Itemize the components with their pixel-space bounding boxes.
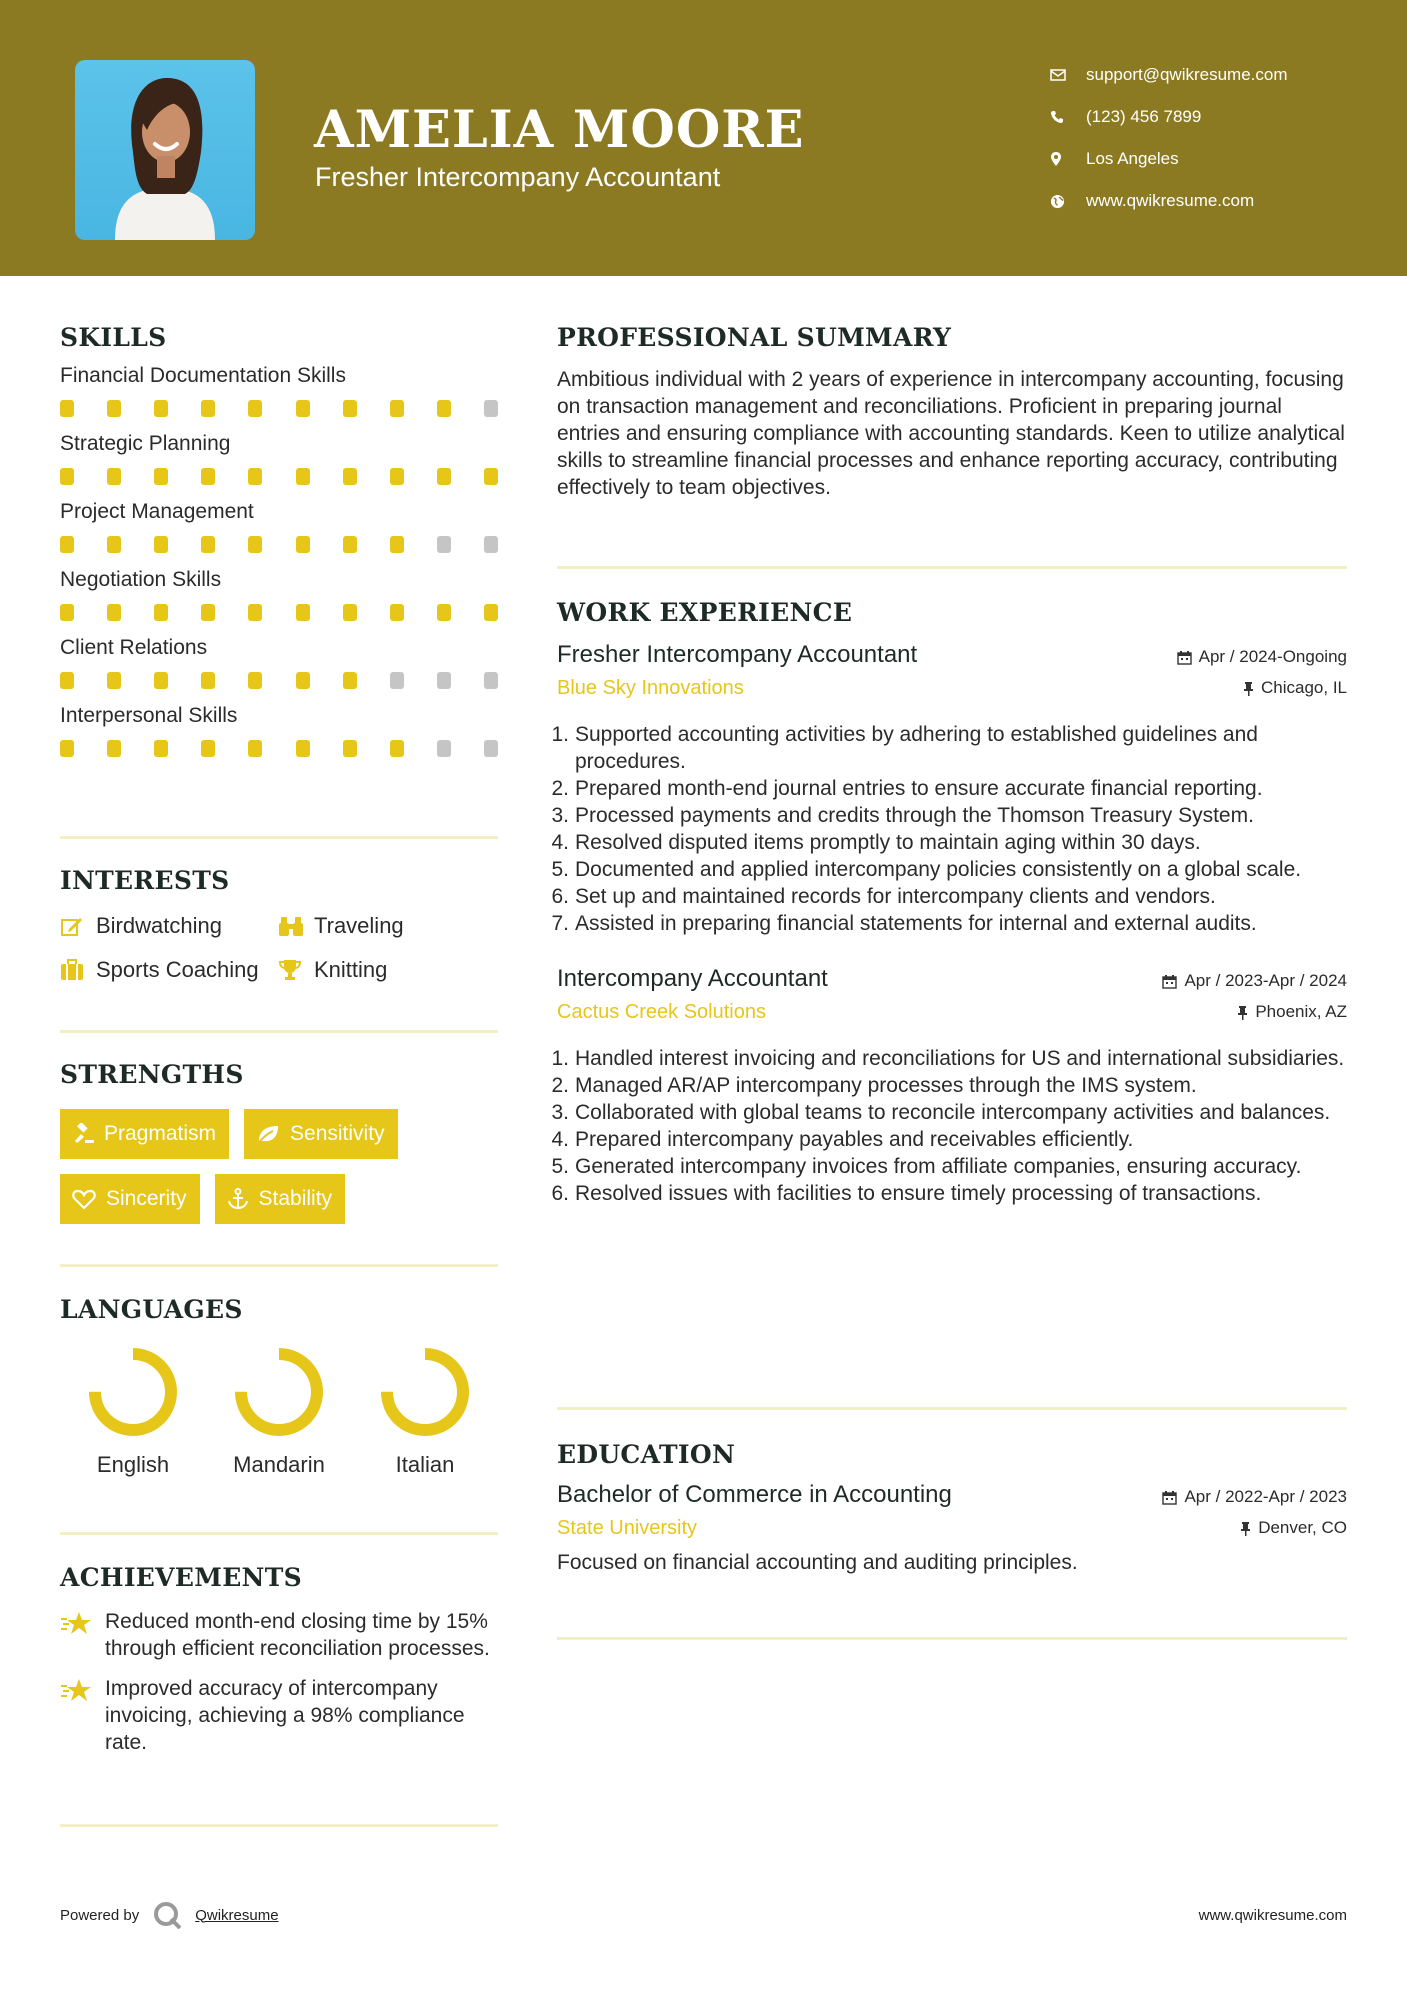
candidate-role: Fresher Intercompany Accountant xyxy=(315,162,721,192)
skill-dot-filled xyxy=(248,672,262,689)
job-bullet xyxy=(551,1099,1347,1126)
skill-dot-filled xyxy=(154,672,168,689)
skill-dot-filled xyxy=(437,468,451,485)
job-title: Fresher Intercompany Accountant xyxy=(557,641,918,668)
skill-dot-filled xyxy=(107,604,121,621)
language-level-ring xyxy=(379,1346,471,1438)
star-icon xyxy=(60,1675,105,1756)
skill-name: Client Relations xyxy=(60,636,208,659)
job-bullet xyxy=(551,1045,1347,1072)
bullet-number: 4. xyxy=(551,831,569,854)
strength-label: Sincerity xyxy=(106,1187,187,1210)
anchor-icon xyxy=(227,1188,249,1210)
education-degree: Bachelor of Commerce in Accounting xyxy=(557,1481,952,1508)
bullet-number: 1. xyxy=(551,723,569,746)
skill-name: Financial Documentation Skills xyxy=(60,364,346,387)
powered-by-label: Powered by xyxy=(60,1906,140,1924)
language-name: Mandarin xyxy=(233,1452,325,1477)
divider xyxy=(557,1407,1347,1410)
job-date-text: Apr / 2023-Apr / 2024 xyxy=(1184,971,1347,990)
job-bullet xyxy=(551,910,1347,937)
bullet-text: Prepared intercompany payables and receivables efficiently. xyxy=(575,1128,1134,1151)
contact-website-text: www.qwikresume.com xyxy=(1086,191,1255,210)
education-description: Focused on financial accounting and auditing principles. xyxy=(557,1551,1078,1574)
skill-dot-empty xyxy=(484,672,498,689)
skill-dot-empty xyxy=(484,400,498,417)
map-pin-icon xyxy=(1050,151,1086,167)
skill-dot-filled xyxy=(248,468,262,485)
qwikresume-link[interactable]: Qwikresume xyxy=(195,1906,279,1924)
skill-dot-filled xyxy=(60,400,74,417)
skill-dot-filled xyxy=(201,740,215,757)
experience-heading: WORK EXPERIENCE xyxy=(557,598,853,627)
languages-section xyxy=(60,1295,498,1478)
envelope-icon xyxy=(1050,68,1086,82)
job-bullet xyxy=(551,721,1347,775)
strength-tag xyxy=(215,1174,346,1224)
briefcase-icon xyxy=(60,959,96,981)
footer xyxy=(60,1895,1347,1935)
strength-label: Sensitivity xyxy=(290,1122,385,1145)
bullet-number: 6. xyxy=(551,885,569,908)
skills-list xyxy=(60,364,498,757)
strengths-list xyxy=(60,1109,498,1224)
education-header xyxy=(557,1481,1347,1547)
skill-dot-filled xyxy=(60,672,74,689)
language-level-ring xyxy=(87,1346,179,1438)
language-name: English xyxy=(96,1452,170,1477)
contact-email-text: support@qwikresume.com xyxy=(1086,65,1288,84)
job-date-text: Apr / 2024-Ongoing xyxy=(1198,647,1347,666)
skill-dot-filled xyxy=(154,536,168,553)
edit-icon xyxy=(60,915,96,937)
skill-dot-filled xyxy=(201,672,215,689)
divider xyxy=(60,836,498,839)
job-bullet xyxy=(551,1126,1347,1153)
education-school: State University xyxy=(557,1517,698,1539)
skill-dot-empty xyxy=(484,740,498,757)
language-level-ring xyxy=(233,1346,325,1438)
gavel-icon xyxy=(72,1123,94,1145)
skill-item xyxy=(60,704,498,757)
resume-header xyxy=(0,0,1407,276)
skill-dot-filled xyxy=(343,536,357,553)
binoculars-icon xyxy=(278,915,314,937)
skill-level-dots xyxy=(60,672,498,689)
bullet-text: Resolved disputed items promptly to maintain aging within 30 days. xyxy=(575,831,1201,854)
skill-dot-filled xyxy=(154,468,168,485)
skill-dot-filled xyxy=(296,468,310,485)
divider xyxy=(557,566,1347,569)
job-bullet xyxy=(551,1072,1347,1099)
languages-heading: LANGUAGES xyxy=(60,1295,243,1324)
bullet-text: Handled interest invoicing and reconciliations for US and international subsidiaries. xyxy=(575,1047,1345,1070)
skill-dot-filled xyxy=(296,740,310,757)
job-company: Blue Sky Innovations xyxy=(557,677,744,699)
skill-level-dots xyxy=(60,740,498,757)
contact-website[interactable] xyxy=(1050,180,1288,222)
language-item xyxy=(352,1346,498,1478)
skill-dot-filled xyxy=(437,400,451,417)
skill-dot-empty xyxy=(437,536,451,553)
skill-dot-filled xyxy=(201,468,215,485)
contact-location xyxy=(1050,138,1288,180)
skill-dot-filled xyxy=(390,536,404,553)
skill-dot-filled xyxy=(437,604,451,621)
job-bullet xyxy=(551,856,1347,883)
skill-name: Strategic Planning xyxy=(60,432,231,455)
job-bullet xyxy=(551,775,1347,802)
job-entry xyxy=(551,965,1347,1207)
contact-location-text: Los Angeles xyxy=(1086,149,1179,168)
skill-dot-filled xyxy=(248,400,262,417)
bullet-number: 3. xyxy=(551,1101,569,1124)
pushpin-icon xyxy=(1243,681,1254,696)
job-entry xyxy=(551,641,1347,937)
job-location-text: Chicago, IL xyxy=(1261,678,1347,697)
skill-dot-filled xyxy=(201,604,215,621)
skill-dot-filled xyxy=(484,604,498,621)
bullet-text: Generated intercompany invoices from affiliate companies, ensuring accuracy. xyxy=(575,1155,1302,1178)
achievements-section xyxy=(60,1563,498,1756)
interest-label: Traveling xyxy=(314,913,404,938)
skill-dot-filled xyxy=(60,604,74,621)
skill-item xyxy=(60,364,498,417)
interest-item xyxy=(278,913,478,939)
skill-level-dots xyxy=(60,468,498,485)
skill-level-dots xyxy=(60,400,498,417)
skill-level-dots xyxy=(60,604,498,621)
skill-dot-filled xyxy=(60,740,74,757)
skill-dot-filled xyxy=(390,400,404,417)
job-title: Intercompany Accountant xyxy=(557,965,828,992)
bullet-number: 1. xyxy=(551,1047,569,1070)
bullet-text: Documented and applied intercompany policies consistently on a global scale. xyxy=(575,858,1302,881)
education-heading: EDUCATION xyxy=(557,1440,736,1469)
pushpin-icon xyxy=(1240,1521,1251,1536)
heart-icon xyxy=(72,1188,96,1210)
summary-heading: PROFESSIONAL SUMMARY xyxy=(557,323,952,352)
interest-item xyxy=(60,913,278,939)
skill-dot-filled xyxy=(343,604,357,621)
bullet-text: Collaborated with global teams to reconcile intercompany activities and balances. xyxy=(575,1101,1331,1124)
skill-dot-filled xyxy=(60,468,74,485)
skill-dot-filled xyxy=(201,536,215,553)
interest-label: Sports Coaching xyxy=(96,957,259,982)
achievement-text: Reduced month-end closing time by 15% through efficient reconciliation processes. xyxy=(105,1610,490,1660)
achievement-item xyxy=(60,1675,498,1756)
skills-heading: SKILLS xyxy=(60,323,167,352)
interest-item xyxy=(60,957,278,983)
interests-list xyxy=(60,913,498,983)
job-bullet xyxy=(551,1180,1347,1207)
skill-dot-filled xyxy=(154,400,168,417)
calendar-icon xyxy=(1162,1490,1177,1505)
phone-icon xyxy=(1050,110,1086,124)
strength-tag xyxy=(60,1109,229,1159)
language-item xyxy=(206,1346,352,1478)
profile-photo xyxy=(75,60,255,240)
skill-dot-filled xyxy=(107,740,121,757)
skill-dot-filled xyxy=(107,468,121,485)
skill-name: Project Management xyxy=(60,500,254,523)
strength-label: Pragmatism xyxy=(104,1122,217,1145)
skill-dot-filled xyxy=(296,400,310,417)
bullet-number: 7. xyxy=(551,912,569,935)
education-section xyxy=(557,1440,1347,1576)
contact-email[interactable] xyxy=(1050,54,1288,96)
language-level-arc xyxy=(387,1354,463,1430)
bullet-text: Prepared month-end journal entries to ensure accurate financial reporting. xyxy=(575,777,1263,800)
skill-dot-filled xyxy=(107,672,121,689)
bullet-number: 3. xyxy=(551,804,569,827)
skill-dot-empty xyxy=(484,536,498,553)
skill-dot-filled xyxy=(248,740,262,757)
job-date xyxy=(1177,647,1347,667)
skill-item xyxy=(60,636,498,689)
bullet-text: Processed payments and credits through the Thomson Treasury System. xyxy=(575,804,1254,827)
pushpin-icon xyxy=(1237,1005,1248,1020)
skill-dot-filled xyxy=(296,672,310,689)
footer-url[interactable]: www.qwikresume.com xyxy=(1198,1906,1347,1924)
candidate-name: AMELIA MOORE xyxy=(314,100,805,160)
job-bullet xyxy=(551,883,1347,910)
job-bullet xyxy=(551,802,1347,829)
education-date xyxy=(1162,1487,1347,1507)
skill-dot-filled xyxy=(248,604,262,621)
job-bullet xyxy=(551,829,1347,856)
skill-dot-filled xyxy=(60,536,74,553)
job-company: Cactus Creek Solutions xyxy=(557,1001,766,1023)
job-bullet xyxy=(551,1153,1347,1180)
skill-dot-filled xyxy=(154,604,168,621)
skill-dot-filled xyxy=(107,400,121,417)
bullet-number: 6. xyxy=(551,1182,569,1205)
divider xyxy=(60,1532,498,1535)
summary-section xyxy=(557,323,1347,501)
experience-section xyxy=(551,598,1347,1207)
skill-name: Interpersonal Skills xyxy=(60,704,238,727)
bullet-text: Resolved issues with facilities to ensure timely processing of transactions. xyxy=(575,1182,1262,1205)
achievement-item xyxy=(60,1608,498,1662)
bullet-text: Supported accounting activities by adhering to established guidelines and procedures. xyxy=(575,723,1258,773)
education-date-text: Apr / 2022-Apr / 2023 xyxy=(1184,1487,1347,1506)
language-item xyxy=(60,1346,206,1478)
leaf-icon xyxy=(256,1123,280,1145)
skill-dot-filled xyxy=(343,468,357,485)
bullet-number: 5. xyxy=(551,858,569,881)
languages-list xyxy=(60,1346,498,1478)
job-header xyxy=(557,965,1347,1031)
skill-dot-filled xyxy=(343,400,357,417)
star-icon xyxy=(60,1608,105,1662)
contact-phone[interactable] xyxy=(1050,96,1288,138)
skill-dot-filled xyxy=(296,604,310,621)
skill-dot-filled xyxy=(154,740,168,757)
strength-tag xyxy=(244,1109,398,1159)
skill-dot-filled xyxy=(201,400,215,417)
contact-list xyxy=(1050,54,1288,222)
job-bullets xyxy=(551,721,1347,937)
calendar-icon xyxy=(1162,974,1177,989)
skill-dot-filled xyxy=(248,536,262,553)
skill-dot-filled xyxy=(343,672,357,689)
skill-level-dots xyxy=(60,536,498,553)
divider xyxy=(60,1264,498,1267)
language-level-arc xyxy=(95,1354,171,1430)
strengths-heading: STRENGTHS xyxy=(60,1060,244,1089)
strength-label: Stability xyxy=(258,1187,333,1210)
job-location-text: Phoenix, AZ xyxy=(1255,1002,1347,1021)
interest-item xyxy=(278,957,478,983)
skill-item xyxy=(60,568,498,621)
interest-label: Birdwatching xyxy=(96,913,222,938)
strength-tag xyxy=(60,1174,200,1224)
bullet-number: 5. xyxy=(551,1155,569,1178)
calendar-icon xyxy=(1177,650,1192,665)
interests-heading: INTERESTS xyxy=(60,866,230,895)
achievement-text: Improved accuracy of intercompany invoicing, achieving a 98% compliance rate. xyxy=(105,1677,465,1754)
contact-phone-text: (123) 456 7899 xyxy=(1086,107,1202,126)
interests-section xyxy=(60,866,498,983)
skill-item xyxy=(60,500,498,553)
language-name: Italian xyxy=(395,1452,455,1477)
bullet-number: 2. xyxy=(551,777,569,800)
job-date xyxy=(1162,971,1347,991)
bullet-text: Set up and maintained records for intercompany clients and vendors. xyxy=(575,885,1216,908)
job-location xyxy=(1243,678,1347,698)
skill-name: Negotiation Skills xyxy=(60,568,222,591)
qwikresume-logo-icon xyxy=(153,1901,183,1929)
skill-dot-empty xyxy=(390,672,404,689)
skill-dot-filled xyxy=(343,740,357,757)
education-location xyxy=(1240,1518,1347,1538)
globe-icon xyxy=(1050,194,1086,209)
summary-text: Ambitious individual with 2 years of experience in intercompany accounting, focusing on transaction management and reconciliations. Proficient in preparing journal entries and ensuring compliance with accounting standards. Keen to utilize analytical skills to streamline financial processes and enhance reporting accuracy, contributing effectively to team objectives. xyxy=(557,368,1345,499)
bullet-text: Assisted in preparing financial statements for internal and external audits. xyxy=(575,912,1257,935)
skills-section xyxy=(60,323,498,772)
skill-dot-filled xyxy=(484,468,498,485)
skill-dot-filled xyxy=(390,468,404,485)
achievements-heading: ACHIEVEMENTS xyxy=(60,1563,302,1592)
divider xyxy=(557,1637,1347,1640)
skill-item xyxy=(60,432,498,485)
job-header xyxy=(557,641,1347,707)
skill-dot-empty xyxy=(437,672,451,689)
interest-label: Knitting xyxy=(314,957,388,982)
skill-dot-filled xyxy=(390,740,404,757)
strengths-section xyxy=(60,1060,498,1224)
bullet-text: Managed AR/AP intercompany processes through the IMS system. xyxy=(575,1074,1197,1097)
trophy-icon xyxy=(278,959,314,981)
skill-dot-empty xyxy=(437,740,451,757)
divider xyxy=(60,1030,498,1033)
bullet-number: 2. xyxy=(551,1074,569,1097)
job-bullets xyxy=(551,1045,1347,1207)
bullet-number: 4. xyxy=(551,1128,569,1151)
divider xyxy=(60,1824,498,1827)
skill-dot-filled xyxy=(390,604,404,621)
education-location-text: Denver, CO xyxy=(1258,1518,1347,1537)
skill-dot-filled xyxy=(107,536,121,553)
job-location xyxy=(1237,1002,1347,1022)
language-level-arc xyxy=(241,1354,317,1430)
skill-dot-filled xyxy=(296,536,310,553)
